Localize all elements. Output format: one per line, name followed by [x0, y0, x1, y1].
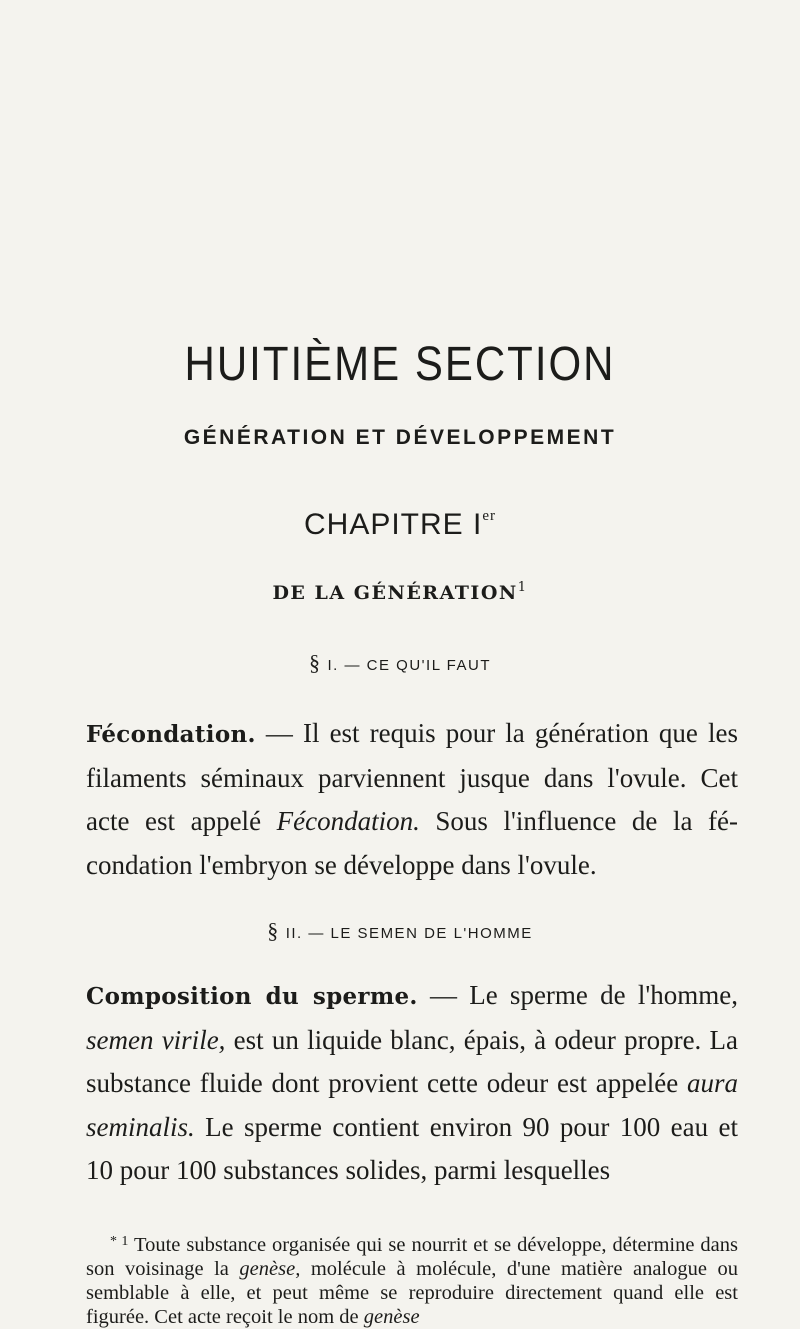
paragraph-text: est un liquide blanc, épais, à odeur propre. La substance fluide dont provient cette odeur est appelée [86, 1024, 738, 1098]
paragraph-text: — Il est requis pour la génération que les filaments séminaux parviennent jusque dans l'ovule. Cet acte est appelé [86, 718, 738, 836]
paragraph-heading-text: II. — LE SEMEN DE L'HOMME [285, 925, 533, 942]
section-subtitle: GÉNÉRATION ET DÉVELOPPEMENT [183, 426, 617, 449]
footnote-mark: * 1 [110, 1234, 129, 1249]
chapter-title [0, 580, 800, 604]
italic-term: genèse, [239, 1258, 301, 1280]
footnote-text: molécule à molécule, d'une matière analogue ou semblable à elle, et peut même se reproduire directement quand elle est figurée. Cet acte reçoit le nom de [86, 1258, 738, 1328]
footnote [86, 1230, 738, 1329]
chapter-label: CHAPITRE I [303, 508, 483, 541]
run-in-heading: Fécondation. [86, 721, 256, 748]
paragraph-heading-1 [0, 650, 800, 676]
run-in-heading: Composition du sperme. [86, 983, 418, 1010]
paragraph-heading-2 [0, 918, 800, 944]
section-symbol: § [267, 918, 280, 943]
chapter-title-text: DE LA GÉNÉRATION [272, 582, 518, 604]
section-title: HUITIÈME SECTION [184, 336, 616, 391]
italic-term: semen virile, [86, 1024, 226, 1055]
paragraph-text: — Le sperme de l'homme, [417, 980, 738, 1010]
italic-term: genèse [363, 1306, 420, 1328]
footnote-reference: 1 [517, 580, 528, 595]
italic-term: Fécondation. [276, 806, 420, 836]
italic-term: aura seminalis. [86, 1068, 738, 1142]
paragraph-1 [86, 712, 738, 887]
paragraph-text: Sous l'influence de la fécondation l'embryon se développe dans l'ovule. [86, 806, 738, 880]
paragraph-2 [86, 974, 738, 1193]
footnote-text: Toute substance organisée qui se nourrit et se développe, détermine dans son voisinage la [86, 1234, 739, 1280]
section-symbol: § [309, 650, 322, 675]
paragraph-text: Le sperme contient environ 90 pour 100 eau et 10 pour 100 substances solides, parmi lesquelles [86, 1111, 738, 1185]
paragraph-heading-text: I. — CE QU'IL FAUT [327, 657, 491, 674]
chapter-heading [0, 508, 800, 542]
chapter-ordinal-suffix: er [482, 508, 496, 524]
